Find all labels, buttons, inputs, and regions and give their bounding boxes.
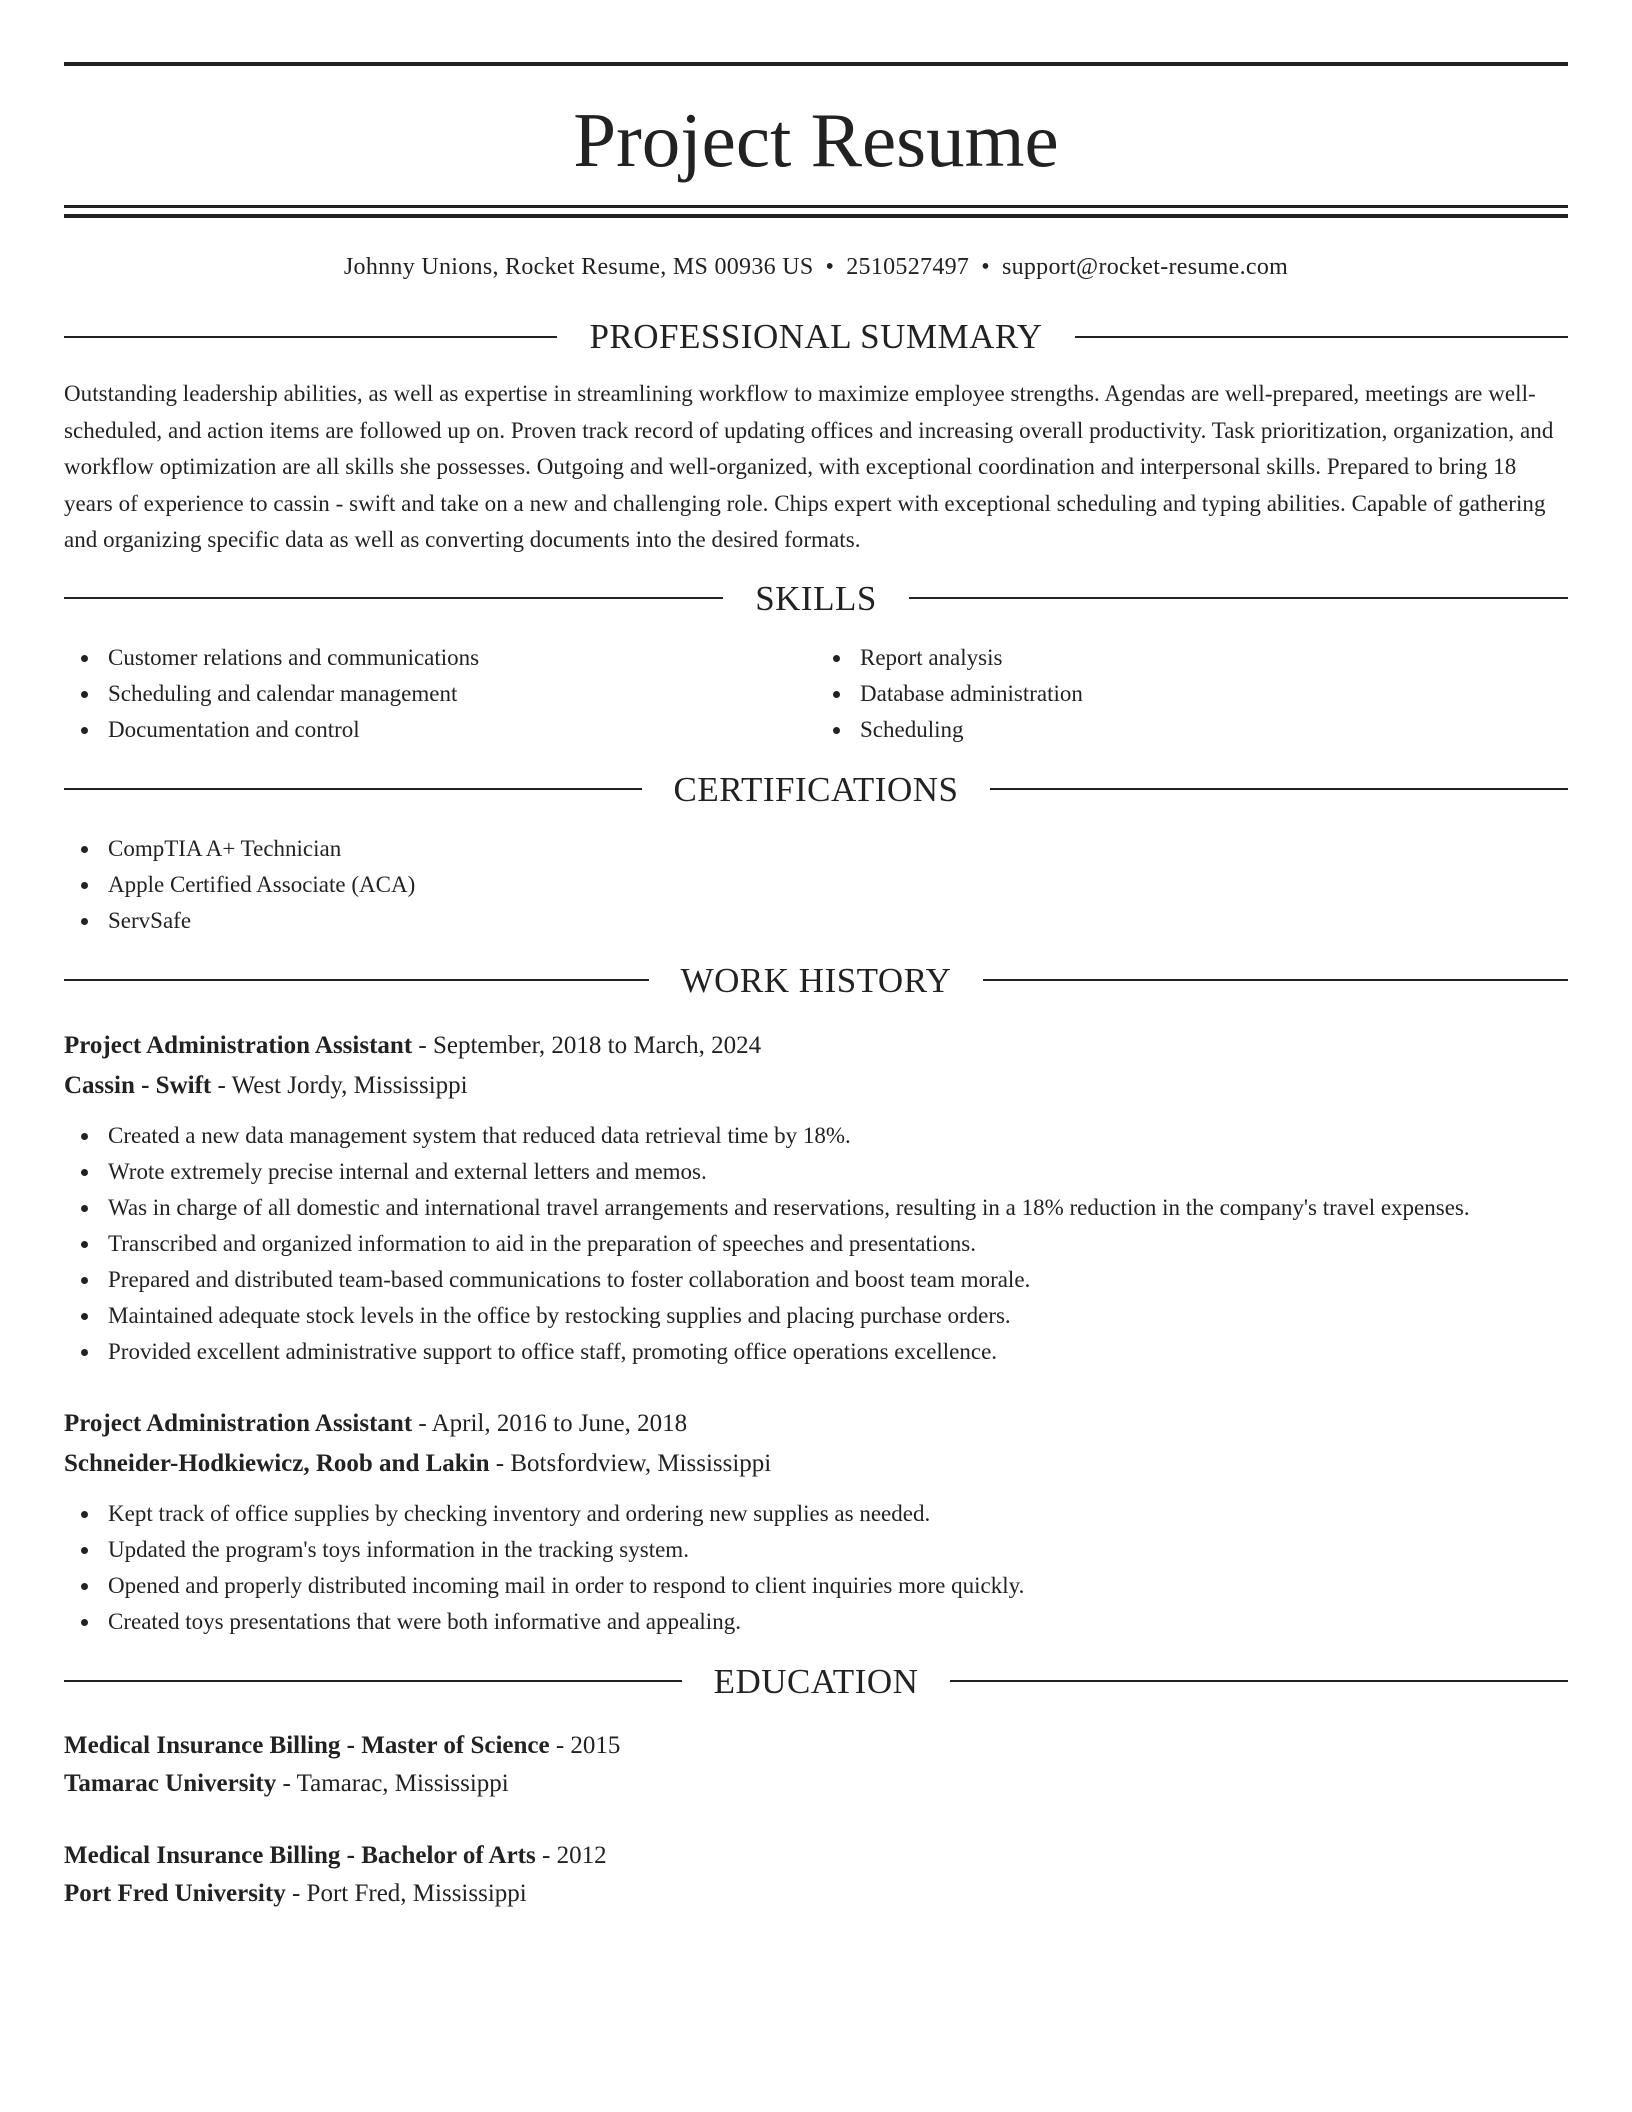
section-header-education: [64, 1661, 1568, 1701]
education-school-line: [64, 1875, 1568, 1913]
job-bullets: [64, 1496, 1568, 1640]
list-item: Prepared and distributed team-based communications to foster collaboration and boost team morale.: [64, 1262, 1568, 1298]
contact-separator: •: [981, 254, 990, 280]
list-item: Maintained adequate stock levels in the office by restocking supplies and placing purchase orders.: [64, 1298, 1568, 1334]
contact-email: support@rocket-resume.com: [1001, 254, 1289, 280]
list-item: Kept track of office supplies by checking inventory and ordering new supplies as needed.: [64, 1496, 1568, 1532]
section-title: PROFESSIONAL SUMMARY: [589, 317, 1043, 356]
title-double-rule: [64, 205, 1568, 218]
list-item: CompTIA A+ Technician: [64, 831, 1568, 867]
section-rule: [64, 979, 649, 981]
section-rule: [990, 788, 1568, 790]
list-item: Report analysis: [816, 640, 1568, 676]
section-rule: [983, 979, 1568, 981]
job-dates: - April, 2016 to June, 2018: [412, 1409, 688, 1437]
contact-separator: •: [825, 254, 835, 280]
education-degree: Medical Insurance Billing - Master of Science: [64, 1731, 550, 1759]
education-degree: Medical Insurance Billing - Bachelor of Arts: [64, 1841, 536, 1869]
list-item: Created toys presentations that were both informative and appealing.: [64, 1604, 1568, 1640]
education-year: - 2015: [549, 1731, 621, 1759]
list-item: Transcribed and organized information to aid in the preparation of speeches and presentations.: [64, 1226, 1568, 1262]
list-item: Updated the program's toys information in the tracking system.: [64, 1532, 1568, 1568]
job-entry: [64, 1404, 1568, 1640]
list-item: Wrote extremely precise internal and external letters and memos.: [64, 1154, 1568, 1190]
contact-phone: 2510527497: [846, 254, 970, 280]
list-item: Documentation and control: [64, 712, 816, 748]
job-title-line: [64, 1026, 1568, 1066]
skills-list-left: [64, 640, 816, 748]
job-dates: - September, 2018 to March, 2024: [412, 1031, 762, 1059]
education-location: - Port Fred, Mississippi: [285, 1879, 527, 1907]
list-item: Opened and properly distributed incoming mail in order to respond to client inquiries more quickly.: [64, 1568, 1568, 1604]
list-item: ServSafe: [64, 903, 1568, 939]
list-item: Apple Certified Associate (ACA): [64, 867, 1568, 903]
job-company: Cassin - Swift: [64, 1071, 212, 1099]
list-item: Database administration: [816, 676, 1568, 712]
skills-list-right: [816, 640, 1568, 748]
job-title: Project Administration Assistant: [64, 1031, 413, 1059]
section-rule: [64, 597, 723, 599]
page-title: Project Resume: [573, 97, 1059, 183]
job-bullets: [64, 1118, 1568, 1370]
education-school-line: [64, 1765, 1568, 1803]
education-entry: [64, 1727, 1568, 1803]
section-header-skills: [64, 578, 1568, 618]
education-year: - 2012: [535, 1841, 607, 1869]
section-rule: [64, 788, 642, 790]
job-company-line: [64, 1444, 1568, 1484]
job-title-line: [64, 1404, 1568, 1444]
education-degree-line: [64, 1727, 1568, 1765]
section-title: CERTIFICATIONS: [673, 769, 959, 809]
section-title: EDUCATION: [713, 1661, 919, 1701]
education-location: - Tamarac, Mississippi: [276, 1769, 509, 1797]
list-item: Was in charge of all domestic and international travel arrangements and reservations, resulting in a 18% reduction in the company's travel expenses.: [64, 1190, 1568, 1226]
section-rule: [950, 1680, 1568, 1682]
section-header-summary: [64, 319, 1568, 354]
contact-line: [64, 254, 1568, 281]
section-rule: [64, 336, 557, 338]
job-company: Schneider-Hodkiewicz, Roob and Lakin: [64, 1449, 490, 1477]
section-rule: [1075, 336, 1568, 338]
summary-text: Outstanding leadership abilities, as well as expertise in streamlining workflow to maximize employee strengths. Agendas are well-prepared, meetings are well-scheduled, and action items are followed up on. Proven track record of updating offices and increasing overall productivity. Task prioritization, organization, and workflow optimization are all skills she possesses. Outgoing and well-organized, with exceptional coordination and interpersonal skills. Prepared to bring 18 years of experience to cassin - swift and take on a new and challenging role. Chips expert with exceptional scheduling and typing abilities. Capable of gathering and organizing specific data as well as converting documents into the desired formats.: [64, 381, 1554, 552]
list-item: Scheduling and calendar management: [64, 676, 816, 712]
section-title: WORK HISTORY: [680, 960, 952, 1000]
list-item: Provided excellent administrative support to office staff, promoting office operations excellence.: [64, 1334, 1568, 1370]
section-rule: [64, 1680, 682, 1682]
list-item: Created a new data management system that reduced data retrieval time by 18%.: [64, 1118, 1568, 1154]
section-header-work-history: [64, 960, 1568, 1000]
job-location: - West Jordy, Mississippi: [211, 1071, 468, 1099]
section-header-certifications: [64, 769, 1568, 809]
list-item: Customer relations and communications: [64, 640, 816, 676]
job-entry: [64, 1026, 1568, 1370]
top-rule: [64, 62, 1568, 66]
list-item: Scheduling: [816, 712, 1568, 748]
certifications-list: [64, 831, 1568, 939]
job-location: - Botsfordview, Mississippi: [489, 1449, 772, 1477]
job-company-line: [64, 1066, 1568, 1106]
education-entry: [64, 1837, 1568, 1913]
section-rule: [909, 597, 1568, 599]
section-title: SKILLS: [755, 578, 877, 618]
education-school: Port Fred University: [64, 1879, 286, 1907]
skills-columns: [64, 640, 1568, 748]
education-school: Tamarac University: [64, 1769, 277, 1797]
job-title: Project Administration Assistant: [64, 1409, 413, 1437]
education-degree-line: [64, 1837, 1568, 1875]
contact-address: Johnny Unions, Rocket Resume, MS 00936 US: [343, 254, 814, 280]
